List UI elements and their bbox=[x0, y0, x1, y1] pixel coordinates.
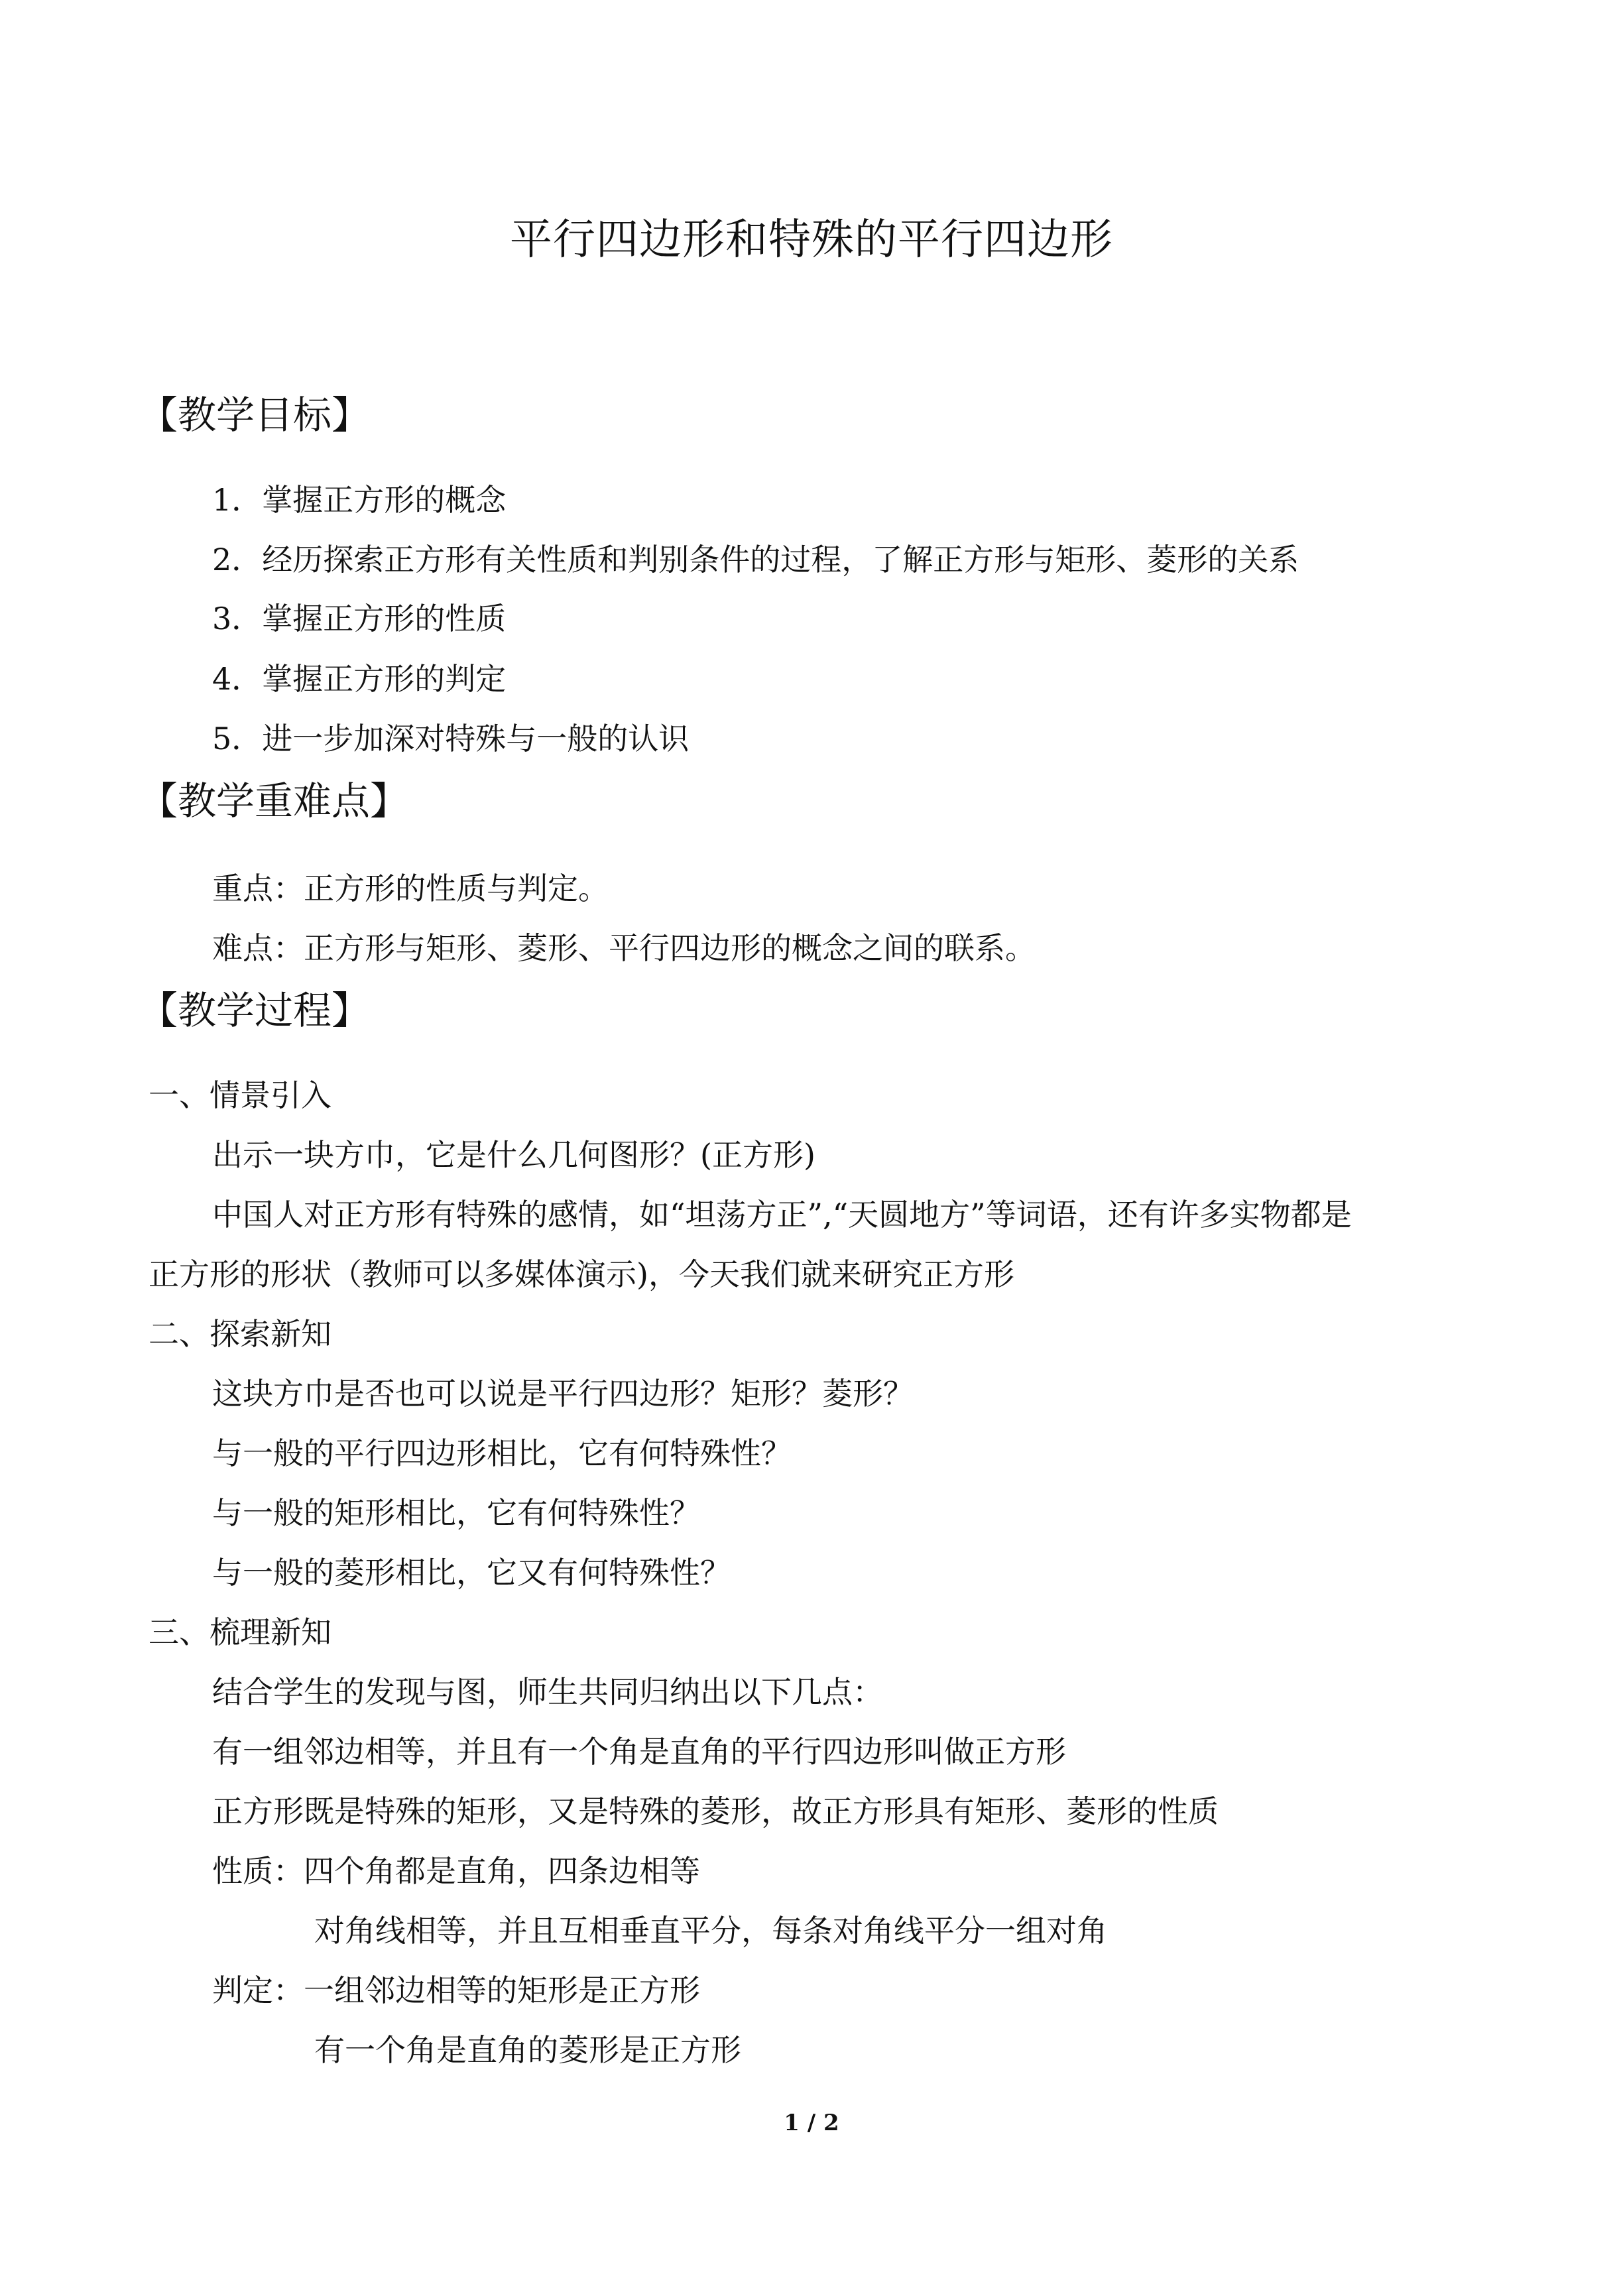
process-line: 有一个角是直角的菱形是正方形 bbox=[314, 2032, 741, 2068]
process-heading: 【教学过程】 bbox=[139, 988, 371, 1033]
process-line: 正方形的形状（教师可以多媒体演示)，今天我们就来研究正方形 bbox=[149, 1256, 1014, 1292]
process-line: 对角线相等，并且互相垂直平分，每条对角线平分一组对角 bbox=[314, 1913, 1107, 1949]
process-line: 有一组邻边相等，并且有一个角是直角的平行四边形叫做正方形 bbox=[212, 1734, 1066, 1770]
page-number: 1 / 2 bbox=[784, 2110, 839, 2136]
process-line: 正方形既是特殊的矩形，又是特殊的菱形，故正方形具有矩形、菱形的性质 bbox=[212, 1793, 1219, 1829]
process-line: 结合学生的发现与图，师生共同归纳出以下几点： bbox=[212, 1674, 883, 1710]
key-points-heading: 【教学重难点】 bbox=[139, 778, 409, 823]
process-line: 判定：一组邻边相等的矩形是正方形 bbox=[212, 1972, 700, 2008]
process-line: 与一般的矩形相比，它有何特殊性？ bbox=[212, 1495, 700, 1531]
objectives-heading: 【教学目标】 bbox=[139, 393, 371, 438]
process-line: 出示一块方巾，它是什么几何图形？(正方形) bbox=[212, 1137, 815, 1173]
objective-item: 1．掌握正方形的概念 bbox=[212, 482, 507, 518]
process-line: 这块方巾是否也可以说是平行四边形？矩形？菱形？ bbox=[212, 1376, 914, 1412]
process-part-title: 三、梳理新知 bbox=[149, 1614, 331, 1650]
objective-item: 5．进一步加深对特殊与一般的认识 bbox=[212, 721, 690, 756]
objective-item: 4．掌握正方形的判定 bbox=[212, 661, 507, 697]
objective-item: 3．掌握正方形的性质 bbox=[212, 601, 507, 636]
process-line: 中国人对正方形有特殊的感情，如“坦荡方正”,“天圆地方”等词语，还有许多实物都是 bbox=[212, 1197, 1352, 1233]
key-point-focus: 重点：正方形的性质与判定。 bbox=[212, 871, 609, 906]
objective-item: 2．经历探索正方形有关性质和判别条件的过程，了解正方形与矩形、菱形的关系 bbox=[212, 542, 1299, 577]
process-part-title: 一、情景引入 bbox=[149, 1077, 331, 1113]
page-title: 平行四边形和特殊的平行四边形 bbox=[510, 215, 1113, 265]
process-line: 与一般的菱形相比，它又有何特殊性？ bbox=[212, 1555, 731, 1591]
process-part-title: 二、探索新知 bbox=[149, 1316, 331, 1352]
process-line: 性质：四个角都是直角，四条边相等 bbox=[212, 1853, 700, 1889]
process-line: 与一般的平行四边形相比，它有何特殊性？ bbox=[212, 1435, 792, 1471]
key-point-difficulty: 难点：正方形与矩形、菱形、平行四边形的概念之间的联系。 bbox=[212, 930, 1036, 966]
